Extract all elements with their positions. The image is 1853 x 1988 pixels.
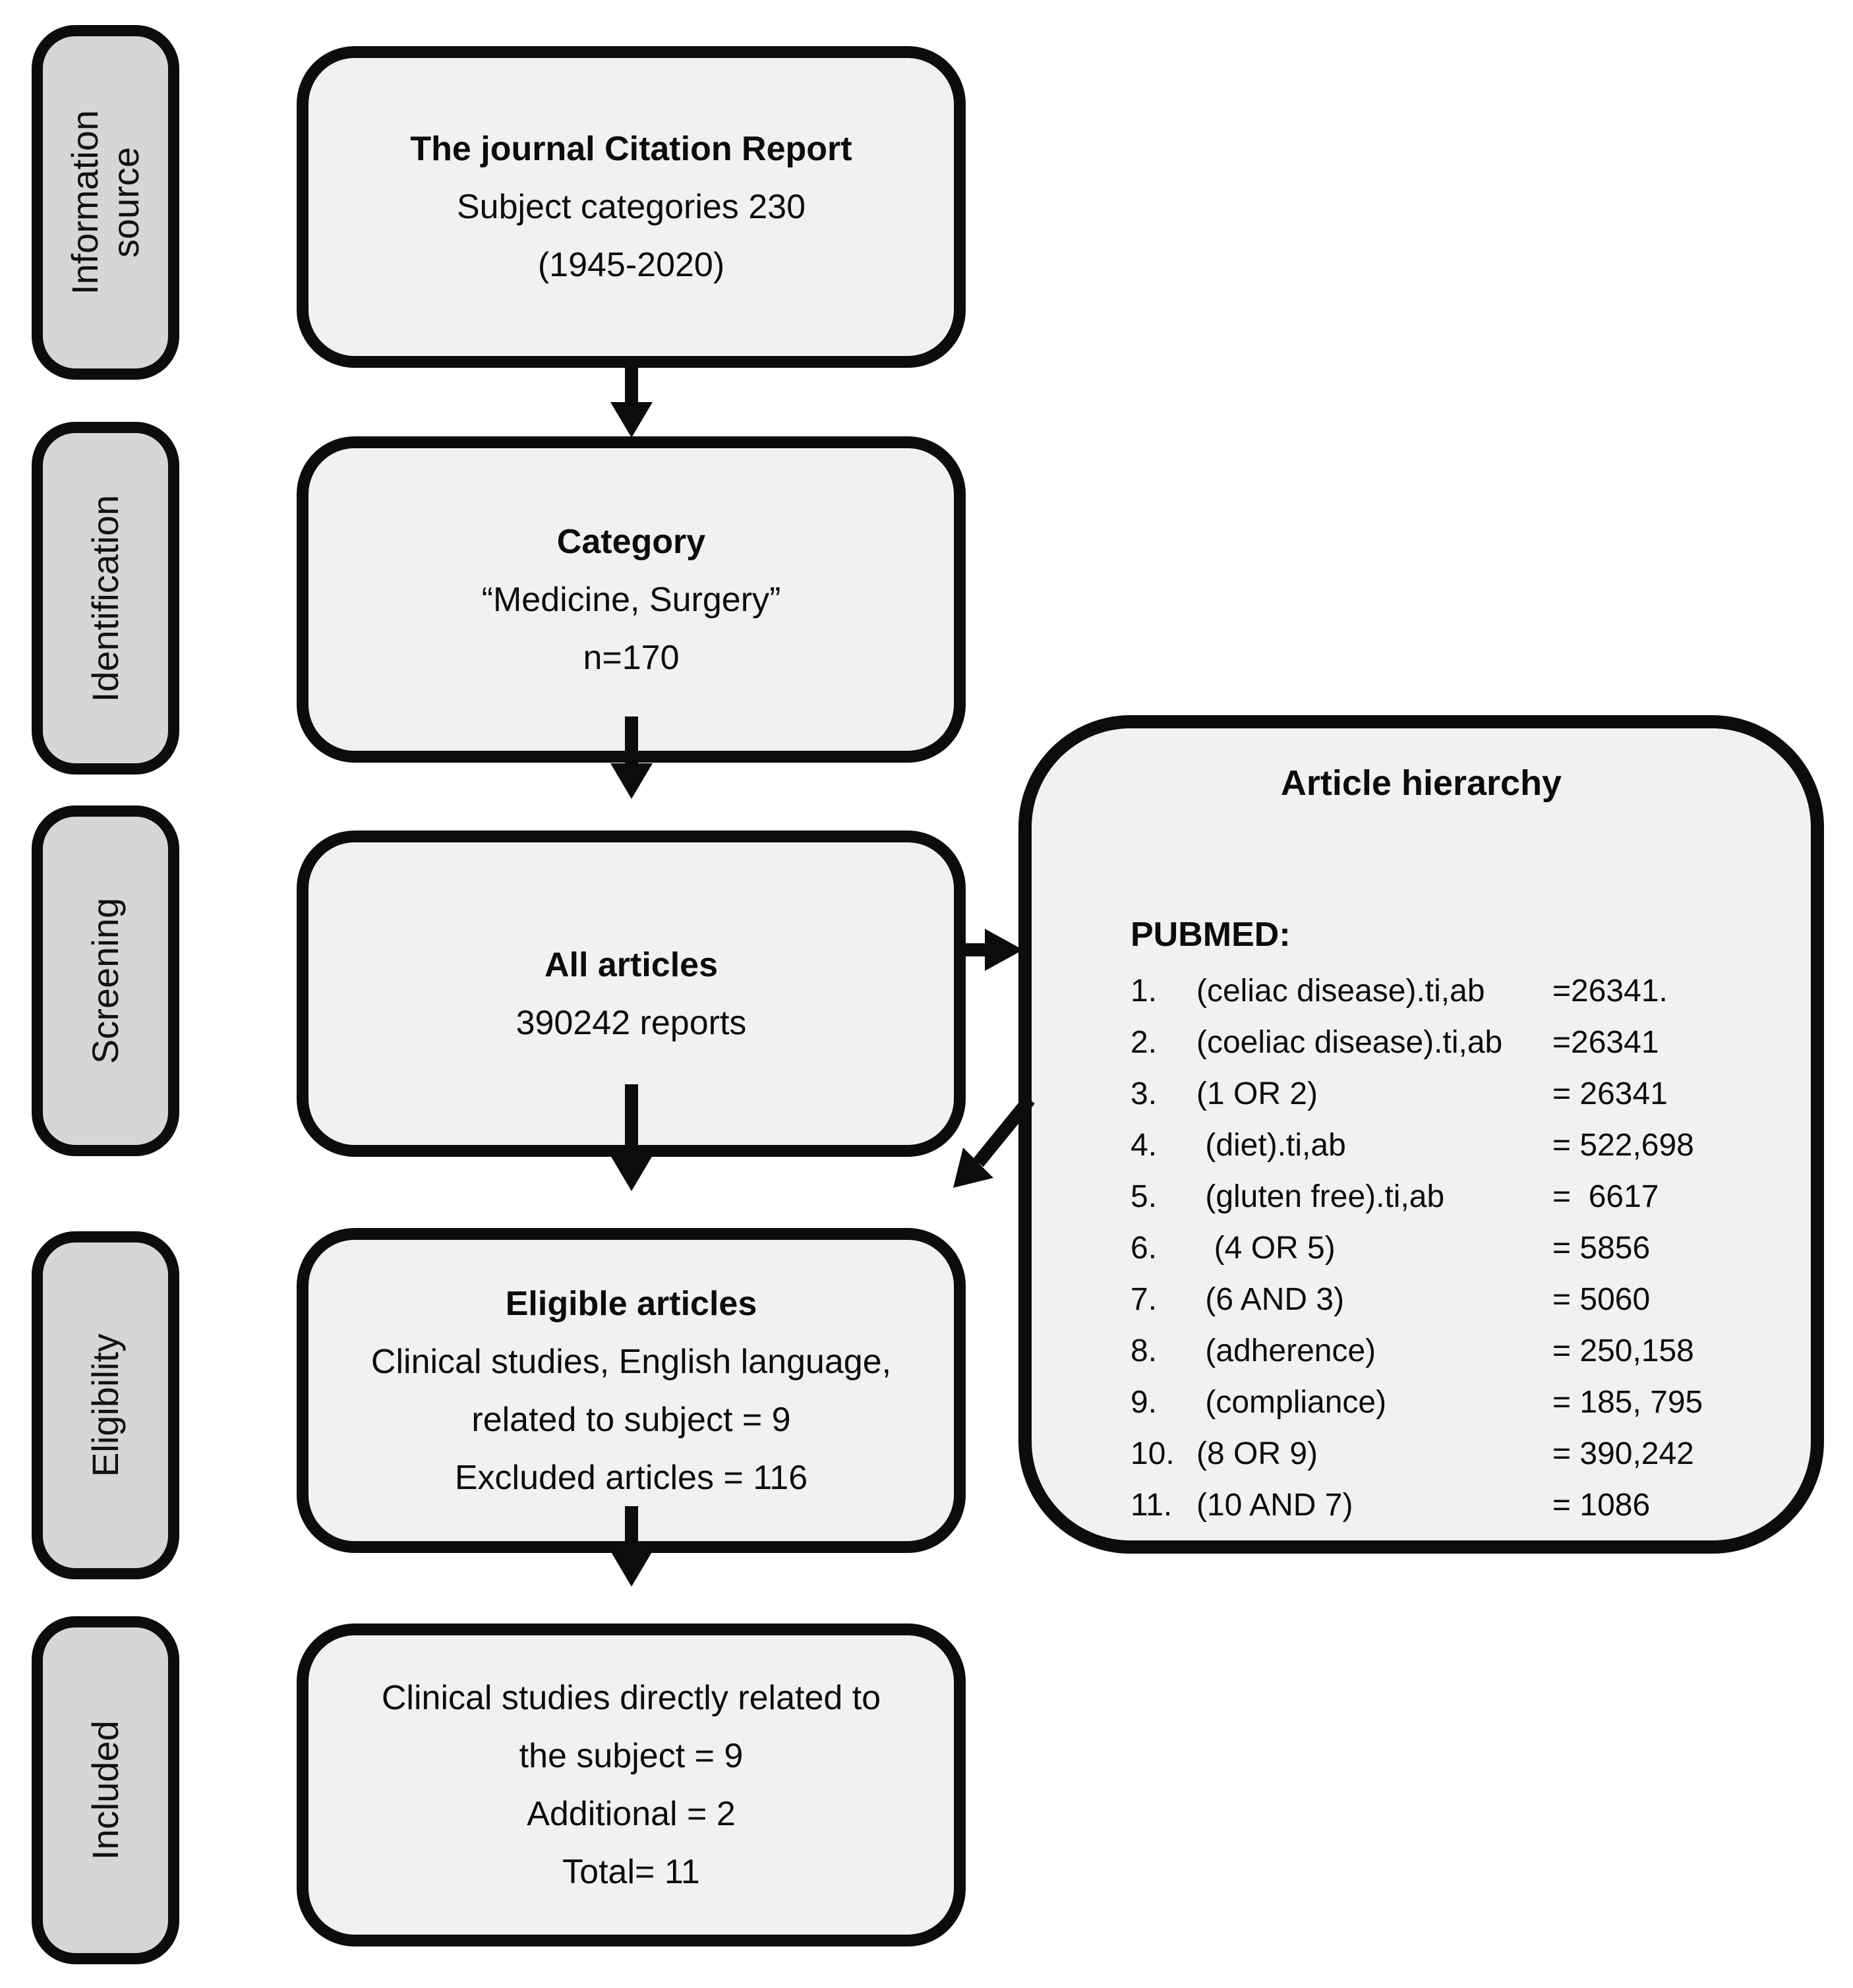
query-num: 11. xyxy=(1131,1488,1173,1523)
box-eligible-articles xyxy=(297,1228,966,1553)
box5-line-directly-related: Clinical studies directly related to xyxy=(381,1679,881,1717)
query-result-count: = 26341 xyxy=(1552,1076,1668,1111)
query-row-1 xyxy=(1131,966,1784,1017)
box1-title: The journal Citation Report xyxy=(410,130,852,168)
query-num: 2. xyxy=(1131,1025,1158,1060)
box5-line-subject-count: the subject = 9 xyxy=(519,1737,744,1775)
query-num: 7. xyxy=(1131,1282,1158,1317)
box4-line-related: related to subject = 9 xyxy=(471,1400,791,1439)
query-result-count: = 185, 795 xyxy=(1552,1385,1703,1420)
query-text: (1 OR 2) xyxy=(1196,1076,1318,1111)
arrow-box3-to-box4-head xyxy=(610,1155,653,1191)
pubmed-label: PUBMED: xyxy=(1131,916,1291,954)
query-num: 3. xyxy=(1131,1076,1158,1111)
query-row-10 xyxy=(1131,1428,1784,1480)
stage-label-eligibility: Eligibility xyxy=(84,1333,127,1477)
query-result-count: = 250,158 xyxy=(1552,1333,1694,1368)
stage-label-included: Included xyxy=(84,1720,127,1860)
query-row-9 xyxy=(1131,1377,1784,1428)
query-row-6 xyxy=(1131,1223,1784,1274)
box5-line-additional: Additional = 2 xyxy=(527,1795,736,1833)
stage-screening xyxy=(32,805,179,1156)
query-text: (8 OR 9) xyxy=(1196,1436,1318,1471)
stage-label-screening: Screening xyxy=(84,897,127,1065)
box2-title: Category xyxy=(556,522,706,561)
query-result-count: = 522,698 xyxy=(1552,1128,1694,1163)
query-row-8 xyxy=(1131,1326,1784,1377)
query-row-11 xyxy=(1131,1480,1784,1531)
query-num: 8. xyxy=(1131,1333,1158,1368)
box1-line-subject-categories: Subject categories 230 xyxy=(456,188,806,226)
query-text: (4 OR 5) xyxy=(1196,1231,1336,1266)
query-text: (coeliac disease).ti,ab xyxy=(1196,1025,1503,1060)
query-row-7 xyxy=(1131,1274,1784,1326)
box2-line-count: n=170 xyxy=(583,638,680,677)
query-result-count: =26341 xyxy=(1552,1025,1659,1060)
query-result-count: = 1086 xyxy=(1552,1488,1651,1523)
query-row-4 xyxy=(1131,1120,1784,1171)
box1-line-years: (1945-2020) xyxy=(537,246,725,284)
query-text: (adherence) xyxy=(1196,1333,1376,1368)
query-text: (celiac disease).ti,ab xyxy=(1196,974,1485,1009)
query-result-count: = 390,242 xyxy=(1552,1436,1694,1471)
query-result-count: = 5856 xyxy=(1552,1231,1651,1266)
query-text: (diet).ti,ab xyxy=(1196,1128,1346,1163)
stage-information-source xyxy=(32,25,179,380)
stage-identification xyxy=(32,422,179,775)
arrow-box4-to-box5-head xyxy=(610,1551,653,1587)
box-category xyxy=(297,436,966,763)
box-all-articles xyxy=(297,831,966,1157)
query-row-2 xyxy=(1131,1017,1784,1068)
arrow-box2-to-box3-head xyxy=(610,763,653,799)
query-num: 4. xyxy=(1131,1128,1158,1163)
stage-included xyxy=(32,1616,179,1964)
stage-label-identification: Identification xyxy=(84,494,126,702)
query-result-count: =26341. xyxy=(1552,974,1668,1009)
box5-line-total: Total= 11 xyxy=(562,1853,700,1891)
box4-line-excluded: Excluded articles = 116 xyxy=(454,1458,808,1497)
box3-line-reports-count: 390242 reports xyxy=(515,1003,747,1042)
query-num: 1. xyxy=(1131,974,1158,1009)
arrow-box1-to-box2-head xyxy=(610,402,653,438)
article-hierarchy-title: Article hierarchy xyxy=(1280,763,1562,803)
arrow-hierarchy-to-box4-head xyxy=(953,1148,993,1188)
query-result-count: = 5060 xyxy=(1552,1282,1651,1317)
query-row-5 xyxy=(1131,1171,1784,1223)
article-hierarchy-body xyxy=(1131,909,1784,1531)
query-num: 10. xyxy=(1131,1436,1175,1471)
query-result-count: = 6617 xyxy=(1552,1179,1659,1214)
box4-title: Eligible articles xyxy=(505,1284,757,1323)
query-num: 5. xyxy=(1131,1179,1158,1214)
query-num: 9. xyxy=(1131,1385,1158,1420)
stage-label-information-source: Information source xyxy=(64,109,147,295)
query-num: 6. xyxy=(1131,1231,1158,1266)
arrow-box3-to-hierarchy-head xyxy=(985,929,1023,971)
query-text: (gluten free).ti,ab xyxy=(1196,1179,1445,1214)
box-journal-citation-report xyxy=(297,46,966,368)
query-row-3 xyxy=(1131,1068,1784,1120)
box-included-studies xyxy=(297,1623,966,1946)
box3-title: All articles xyxy=(544,945,719,984)
query-text: (10 AND 7) xyxy=(1196,1488,1353,1523)
stage-eligibility xyxy=(32,1231,179,1579)
box4-line-criteria: Clinical studies, English language, xyxy=(370,1342,892,1381)
box-article-hierarchy xyxy=(1018,715,1824,1554)
query-text: (compliance) xyxy=(1196,1385,1387,1420)
query-text: (6 AND 3) xyxy=(1196,1282,1345,1317)
box2-line-category-name: “Medicine, Surgery” xyxy=(481,580,781,619)
